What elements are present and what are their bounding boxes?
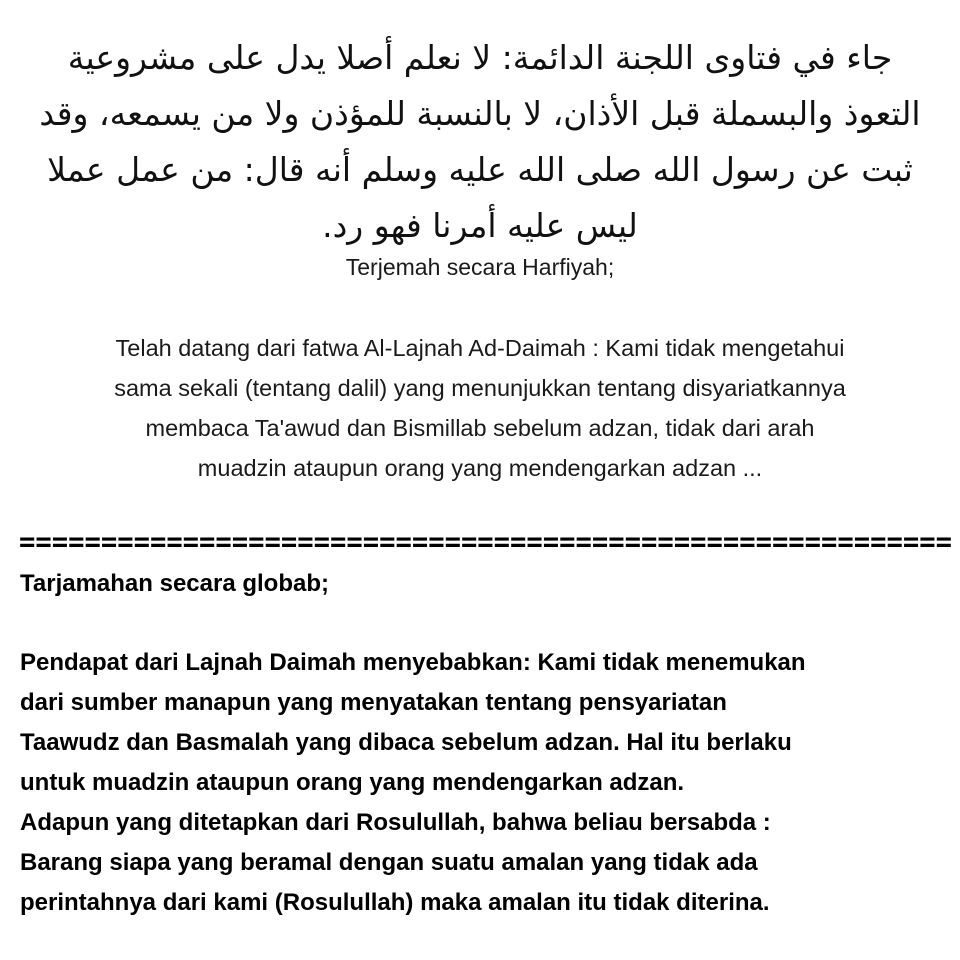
literal-translation-heading: Terjemah secara Harfiyah; <box>345 254 615 280</box>
global-translation-line: dari sumber manapun yang menyatakan tentang pensyariatan <box>20 689 727 716</box>
arabic-line: ليس عليه أمرنا فهو رد. <box>322 206 638 245</box>
literal-translation-line: muadzin ataupun orang yang mendengarkan adzan ... <box>197 455 763 481</box>
arabic-line: التعوذ والبسملة قبل الأذان، لا بالنسبة للمؤذن ولا من يسمعه، وقد <box>39 94 921 133</box>
global-translation-heading: Tarjamahan secara globab; <box>20 570 329 597</box>
global-translation-line: untuk muadzin ataupun orang yang mendengarkan adzan. <box>20 769 685 796</box>
literal-translation-line: membaca Ta'awud dan Bismillab sebelum adzan, tidak dari arah <box>145 415 815 441</box>
arabic-fatwa-passage <box>30 30 930 254</box>
global-translation-line: perintahnya dari kami (Rosulullah) maka amalan itu tidak diterina. <box>20 889 770 916</box>
arabic-line: ثبت عن رسول الله صلى الله عليه وسلم أنه قال: من عمل عملا <box>47 150 913 189</box>
global-translation-line: Barang siapa yang beramal dengan suatu amalan yang tidak ada <box>20 849 758 876</box>
literal-translation-text <box>0 328 960 488</box>
literal-translation-line: Telah datang dari fatwa Al-Lajnah Ad-Daimah : Kami tidak mengetahui <box>115 335 845 361</box>
arabic-line: جاء في فتاوى اللجنة الدائمة: لا نعلم أصلا يدل على مشروعية <box>67 38 893 77</box>
global-translation-line: Adapun yang ditetapkan dari Rosulullah, bahwa beliau bersabda : <box>20 809 771 836</box>
equals-divider: ========================================================= <box>19 527 952 558</box>
global-translation-line: Pendapat dari Lajnah Daimah menyebabkan: Kami tidak menemukan <box>20 649 806 676</box>
global-translation-line: Taawudz dan Basmalah yang dibaca sebelum adzan. Hal itu berlaku <box>20 729 792 756</box>
literal-translation-line: sama sekali (tentang dalil) yang menunjukkan tentang disyariatkannya <box>114 375 846 401</box>
global-translation-text <box>20 643 950 923</box>
